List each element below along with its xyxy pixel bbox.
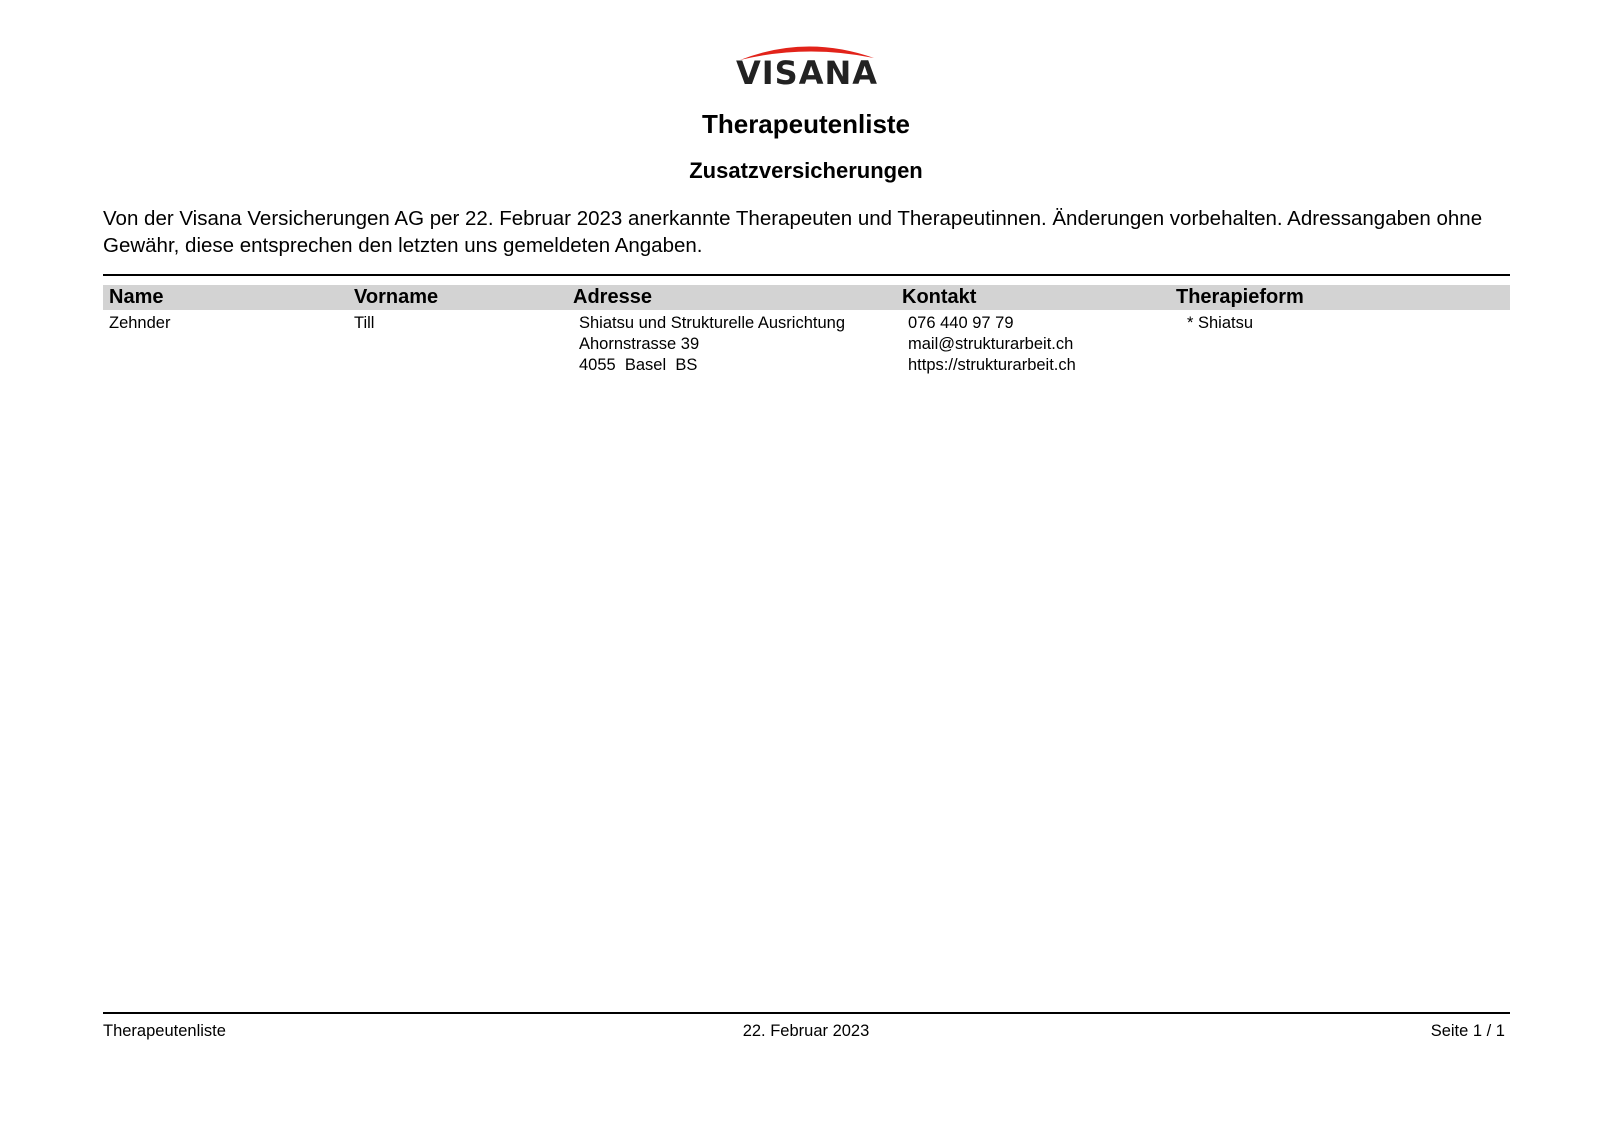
footer-date: 22. Februar 2023 — [742, 1022, 870, 1040]
column-header-therapieform: Therapieform — [1176, 286, 1304, 308]
logo-wordmark: VISANA — [736, 54, 878, 90]
table-header-row — [103, 285, 1510, 310]
header-divider — [103, 274, 1510, 276]
contact-website: https://strukturarbeit.ch — [908, 356, 1076, 374]
cell-therapieform: * Shiatsu — [1187, 314, 1254, 332]
footer-page-number: Seite 1 / 1 — [1430, 1022, 1505, 1040]
column-header-name: Name — [109, 286, 164, 308]
column-header-adresse: Adresse — [573, 286, 652, 308]
cell-kontakt — [908, 313, 1076, 376]
page-title: Therapeutenliste — [701, 109, 911, 139]
visana-logo-graphic — [736, 40, 878, 90]
contact-phone: 076 440 97 79 — [908, 314, 1014, 332]
address-street: Ahornstrasse 39 — [579, 335, 700, 353]
contact-email: mail@strukturarbeit.ch — [908, 335, 1074, 353]
address-city: 4055 Basel BS — [579, 356, 698, 374]
column-header-kontakt: Kontakt — [902, 286, 977, 308]
cell-name: Zehnder — [109, 314, 171, 332]
page-subtitle: Zusatzversicherungen — [689, 158, 923, 183]
intro-paragraph: Von der Visana Versicherungen AG per 22. Februar 2023 anerkannte Therapeuten und Therapeutinnen. Änderungen vorbehalten. Adressangaben ohne Gewähr, diese entsprechen den letzten uns gemeldeten Angaben. — [103, 207, 1483, 257]
cell-adresse — [579, 313, 845, 376]
visana-logo — [736, 40, 878, 90]
cell-vorname: Till — [354, 314, 375, 332]
address-practice-name: Shiatsu und Strukturelle Ausrichtung — [579, 314, 845, 332]
footer-document-title: Therapeutenliste — [103, 1022, 226, 1040]
column-header-vorname: Vorname — [354, 286, 439, 308]
footer-divider — [103, 1012, 1510, 1014]
